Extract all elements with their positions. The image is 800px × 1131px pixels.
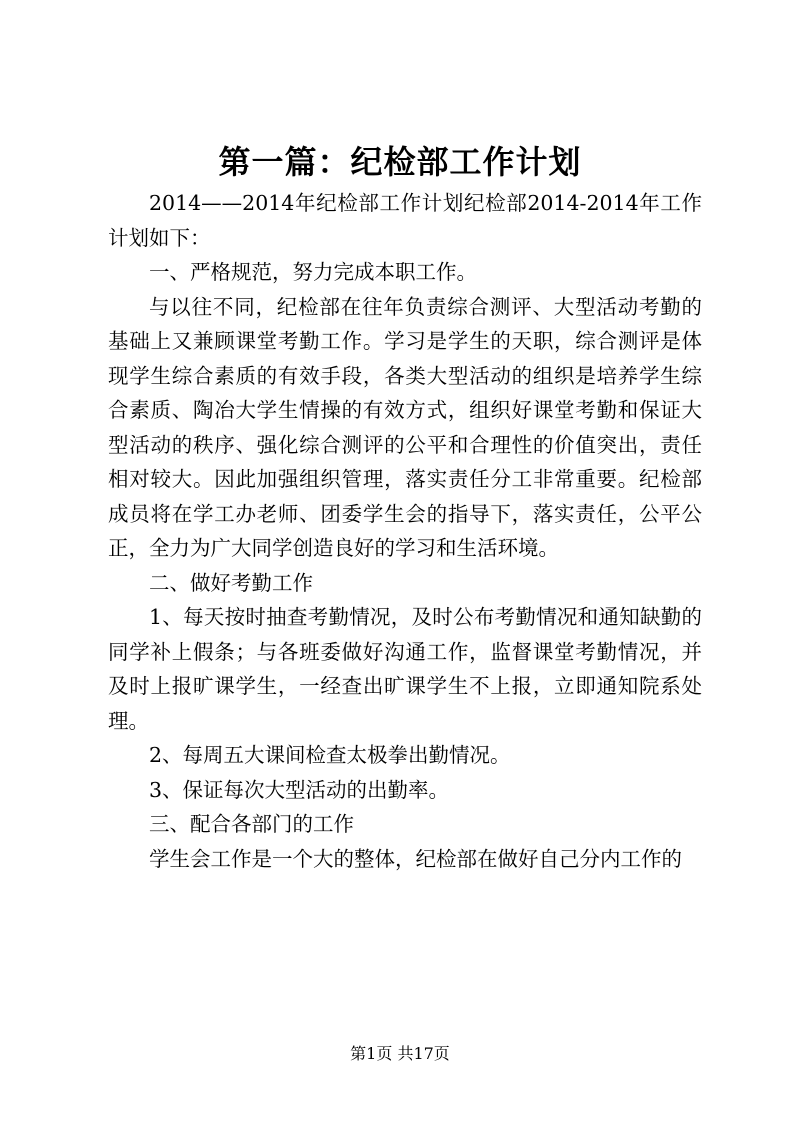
page-footer: 第1页 共17页	[350, 1044, 450, 1063]
paragraph-section-1: 与以往不同，纪检部在往年负责综合测评、大型活动考勤的基础上又兼顾课堂考勤工作。学习是学生的天职，综合测评是体现学生综合素质的有效手段，各类大型活动的组织是培养学生综合素质、陶冶大学生情操的有效方式，组织好课堂考勤和保证大型活动的秩序、强化综合测评的公平和合理性的价值突出，责任相对较大。因此加强组织管理，落实责任分工非常重要。纪检部成员将在学工办老师、团委学生会的指导下，落实责任，公平公正，全力为广大同学创造良好的学习和生活环境。	[108, 294, 702, 560]
list-item-2: 2、每周五大课间检查太极拳出勤情况。	[149, 743, 511, 767]
section-heading-1: 一、严格规范，努力完成本职工作。	[149, 260, 477, 284]
document-body	[108, 186, 702, 876]
document-title: 第一篇：纪检部工作计划	[218, 143, 582, 181]
paragraph-intro: 2014——2014年纪检部工作计划纪检部2014-2014年工作计划如下：	[108, 191, 702, 250]
section-heading-2: 二、做好考勤工作	[149, 570, 313, 595]
list-item-1: 1、每天按时抽查考勤情况，及时公布考勤情况和通知缺勤的同学补上假条；与各班委做好沟通工作，监督课堂考勤情况，并及时上报旷课学生，一经查出旷课学生不上报，立即通知院系处理。	[108, 605, 702, 733]
list-item-3: 3、保证每次大型活动的出勤率。	[149, 777, 450, 802]
section-heading-3: 三、配合各部门的工作	[149, 812, 354, 836]
paragraph-section-3: 学生会工作是一个大的整体，纪检部在做好自己分内工作的	[149, 846, 682, 871]
